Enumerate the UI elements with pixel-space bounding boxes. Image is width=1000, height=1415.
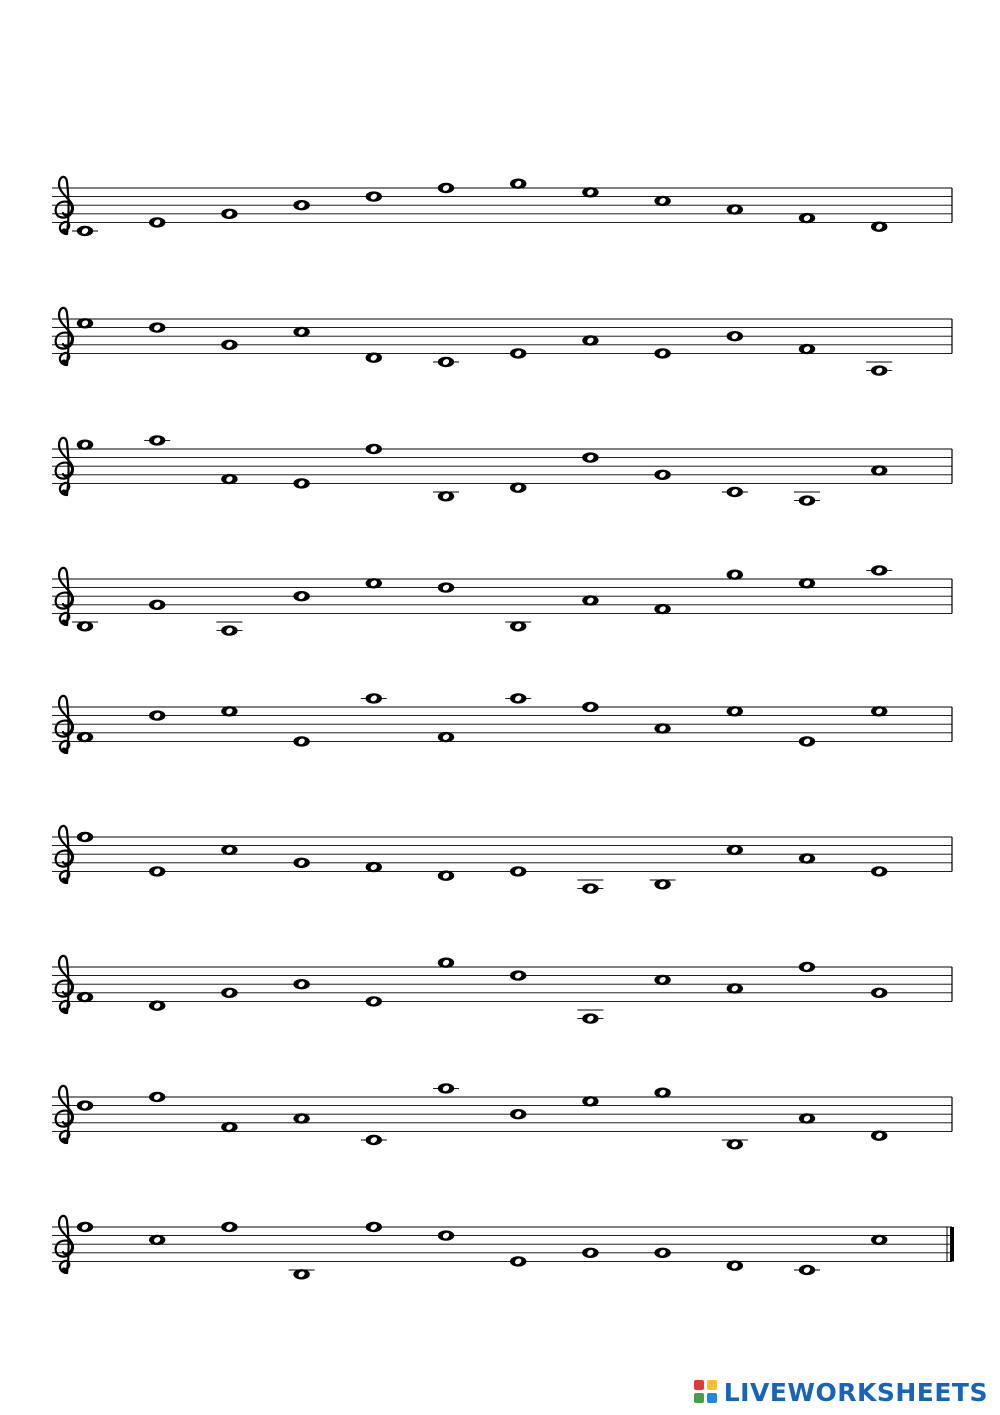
note [72,621,98,631]
note [654,723,670,733]
note [654,348,670,358]
note [799,344,815,354]
note [654,604,670,614]
note [293,979,309,989]
note [144,435,170,445]
note [727,706,743,716]
note [293,327,309,337]
note [433,491,459,501]
note [221,1122,237,1132]
note [871,465,887,475]
note [722,1139,748,1149]
note [77,318,93,328]
note [293,200,309,210]
note [871,1235,887,1245]
note [433,1083,459,1093]
note [293,1113,309,1123]
note [366,996,382,1006]
staff [52,956,952,1024]
note [361,1135,387,1145]
note [727,983,743,993]
note [149,322,165,332]
note [727,570,743,580]
brand-footer[interactable] [694,1377,988,1407]
note [221,340,237,350]
note [654,1248,670,1258]
note [510,866,526,876]
note [799,213,815,223]
note [871,222,887,232]
note [221,706,237,716]
note [654,975,670,985]
staff [52,826,952,894]
note [510,483,526,493]
final-barline [950,1227,954,1261]
note [293,591,309,601]
note [727,845,743,855]
staff [52,435,952,506]
note [438,582,454,592]
note [149,1092,165,1102]
note [366,578,382,588]
note [366,862,382,872]
note [794,1265,820,1275]
note [366,1222,382,1232]
staff [52,565,952,636]
staff [52,177,952,236]
note [654,196,670,206]
note [582,1248,598,1258]
note [510,348,526,358]
note [799,1113,815,1123]
note [433,357,459,367]
note [149,1235,165,1245]
note [293,736,309,746]
note [221,474,237,484]
note [366,191,382,201]
note [438,183,454,193]
note [654,470,670,480]
note [289,1269,315,1279]
note [77,1222,93,1232]
note [510,179,526,189]
note [794,492,820,506]
note [221,845,237,855]
note [799,962,815,972]
note [149,1001,165,1011]
staff [52,693,952,753]
note [582,335,598,345]
note [582,452,598,462]
note [77,992,93,1002]
note [149,710,165,720]
staff [52,308,952,376]
note [77,832,93,842]
note [654,1088,670,1098]
note [582,1096,598,1106]
note [582,187,598,197]
note [577,880,603,894]
note [149,217,165,227]
note [577,1010,603,1024]
note [221,209,237,219]
staff [52,1216,954,1280]
note [871,1131,887,1141]
staff [52,1083,952,1149]
note [216,622,242,636]
note [727,204,743,214]
liveworksheets-logo-icon [694,1380,718,1404]
note [510,1256,526,1266]
note [505,693,531,703]
note [438,732,454,742]
note [866,362,892,376]
note [366,353,382,363]
note [77,732,93,742]
note [438,1230,454,1240]
note [293,858,309,868]
note [727,1261,743,1271]
note [366,444,382,454]
brand-name: LIVEWORKSHEETS [723,1377,988,1407]
note [871,706,887,716]
note [77,440,93,450]
note [582,702,598,712]
note [866,565,892,575]
note [149,866,165,876]
note [77,1100,93,1110]
note [438,871,454,881]
note [799,736,815,746]
note [293,478,309,488]
note [799,853,815,863]
note [221,1222,237,1232]
note [149,600,165,610]
note [510,1109,526,1119]
note [505,621,531,631]
note [722,487,748,497]
note [871,866,887,876]
note [221,988,237,998]
note [871,988,887,998]
note [799,578,815,588]
note [727,331,743,341]
note [72,226,98,236]
note [582,595,598,605]
note [650,879,676,889]
note [361,693,387,703]
note [510,970,526,980]
note [438,958,454,968]
